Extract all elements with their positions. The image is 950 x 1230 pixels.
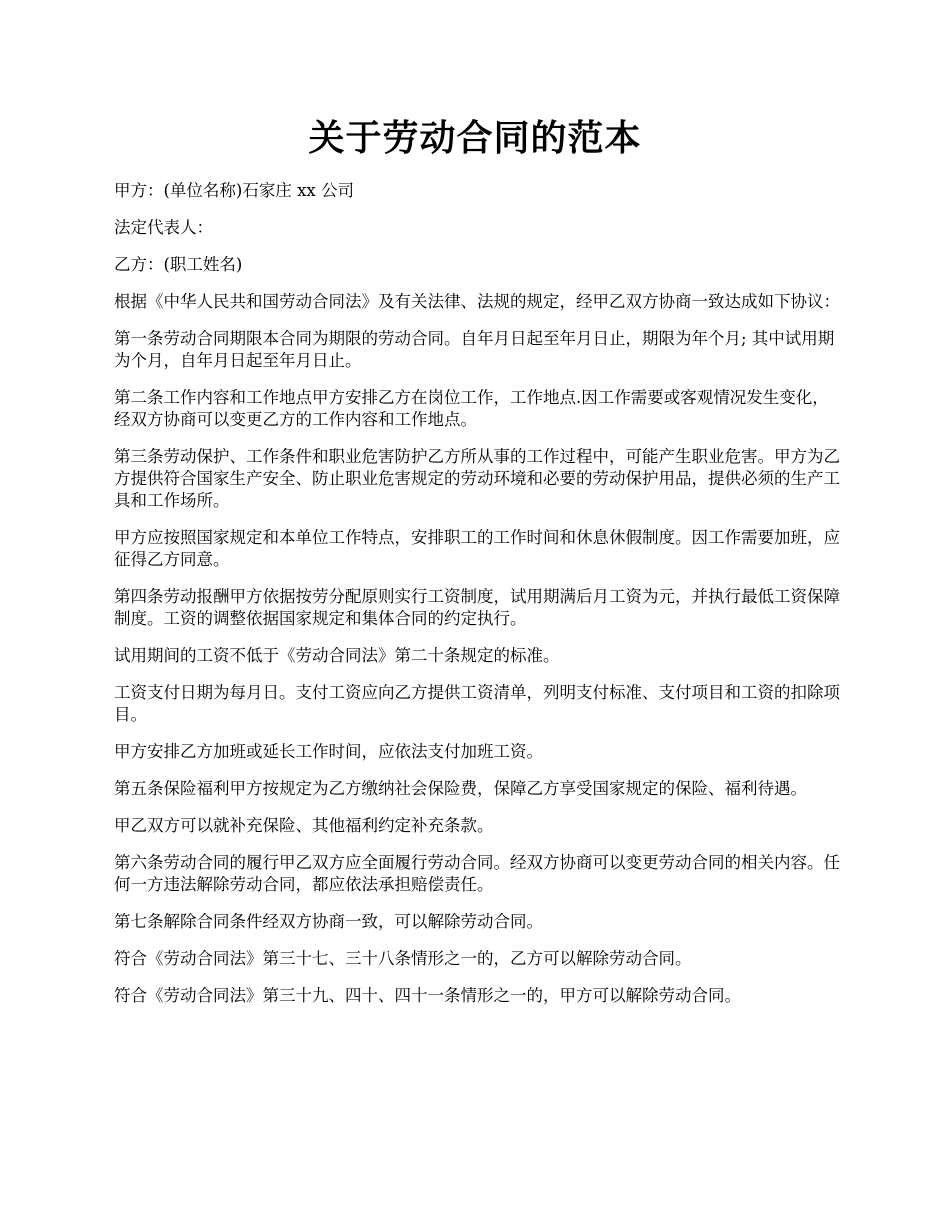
working-hours-paragraph: 甲方应按照国家规定和本单位工作特点，安排职工的工作时间和休息休假制度。因工作需要加班，应征得乙方同意。 xyxy=(114,528,840,569)
supplementary-insurance-paragraph: 甲乙双方可以就补充保险、其他福利约定补充条款。 xyxy=(114,816,494,835)
party-b-line: 乙方：(职工姓名) xyxy=(114,255,243,274)
employer-termination-paragraph: 符合《劳动合同法》第三十九、四十、四十一条情形之一的，甲方可以解除劳动合同。 xyxy=(114,986,741,1005)
employee-termination-paragraph: 符合《劳动合同法》第三十七、三十八条情形之一的，乙方可以解除劳动合同。 xyxy=(114,949,692,968)
probation-wage-paragraph: 试用期间的工资不低于《劳动合同法》第二十条规定的标准。 xyxy=(114,646,560,665)
party-a-line: 甲方：(单位名称)石家庄 xx 公司 xyxy=(114,181,354,200)
article-3-paragraph: 第三条劳动保护、工作条件和职业危害防护乙方所从事的工作过程中，可能产生职业危害。甲方为乙方提供符合国家生产安全、防止职业危害规定的劳动环境和必要的劳动保护用品，提供必须的生产工具和工作场所。 xyxy=(114,447,840,510)
article-6-paragraph: 第六条劳动合同的履行甲乙双方应全面履行劳动合同。经双方协商可以变更劳动合同的相关内容。任何一方违法解除劳动合同，都应依法承担赔偿责任。 xyxy=(114,853,840,894)
document-body xyxy=(114,180,844,1022)
payment-date-paragraph: 工资支付日期为每月日。支付工资应向乙方提供工资清单，列明支付标准、支付项目和工资的扣除项目。 xyxy=(114,683,840,724)
article-5-paragraph: 第五条保险福利甲方按规定为乙方缴纳社会保险费，保障乙方享受国家规定的保险、福利待遇。 xyxy=(114,779,807,798)
preamble-paragraph: 根据《中华人民共和国劳动合同法》及有关法律、法规的规定，经甲乙双方协商一致达成如下协议： xyxy=(114,292,840,311)
overtime-pay-paragraph: 甲方安排乙方加班或延长工作时间，应依法支付加班工资。 xyxy=(114,742,543,761)
article-1-paragraph: 第一条劳动合同期限本合同为期限的劳动合同。自年月日起至年月日止，期限为年个月; 其中试用期为个月，自年月日起至年月日止。 xyxy=(114,329,835,370)
article-2-paragraph: 第二条工作内容和工作地点甲方安排乙方在岗位工作，工作地点.因工作需要或客观情况发生变化，经双方协商可以变更乙方的工作内容和工作地点。 xyxy=(114,388,829,429)
document-title: 关于劳动合同的范本 xyxy=(308,117,642,159)
article-7-paragraph: 第七条解除合同条件经双方协商一致，可以解除劳动合同。 xyxy=(114,912,543,931)
article-4-paragraph: 第四条劳动报酬甲方依据按劳分配原则实行工资制度，试用期满后月工资为元，并执行最低工资保障制度。工资的调整依据国家规定和集体合同的约定执行。 xyxy=(114,587,840,628)
legal-representative-line: 法定代表人： xyxy=(114,218,213,237)
